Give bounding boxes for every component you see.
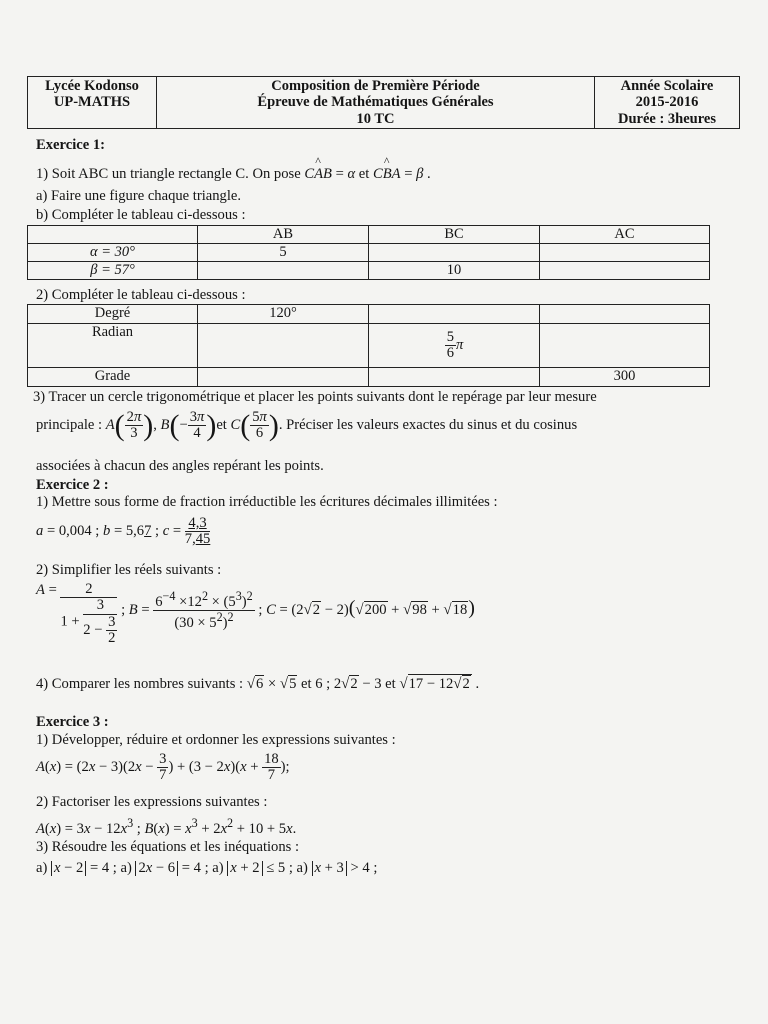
t1-r1c1: 5 [198, 244, 369, 262]
t2-r1c0: Degré [28, 305, 198, 324]
ex3-q2: 2) Factoriser les expressions suivantes : [36, 794, 268, 810]
ex1-q1-b: b) Compléter le tableau ci-dessous : [36, 207, 246, 223]
ex1-q1-text: 1) Soit ABC un triangle rectangle C. On pose [36, 166, 301, 182]
t2-r1c2 [369, 305, 540, 324]
t1-h3: AC [540, 226, 710, 244]
ex1-q3-line1: 3) Tracer un cercle trigonométrique et placer les points suivants dont le repérage par leur mesure [33, 389, 597, 405]
department-name: UP-MATHS [53, 94, 131, 111]
ex3-q3: 3) Résoudre les équations et les inéquations : [36, 839, 300, 855]
t1-h1: AB [198, 226, 369, 244]
exam-title-cell [157, 77, 595, 129]
ex1-q3-line3: associées à chacun des angles repérant les points. [36, 458, 324, 474]
t2-r2c1 [198, 324, 369, 368]
t2-r1c1: 120° [198, 305, 369, 324]
ex2-q1-values: a = 0,004 ; b = 5,67 ; c = $\frac{4,3}{7,45}$ [36, 515, 211, 548]
t1-r2c3 [540, 262, 710, 280]
t1-h2: BC [369, 226, 540, 244]
ex1-q3-line2: principale : A( $\frac{2\pi}{3}$ ), B(− $\frac{3\pi}{4}$ )et C( $\frac{5\pi}{6}$ ). Préciser les valeurs exactes du sinus et du cosinus [36, 408, 578, 442]
ex1-q1-a: a) Faire une figure chaque triangle. [36, 188, 242, 204]
year-cell [595, 77, 740, 129]
t1-h0 [28, 226, 198, 244]
t2-r3c2 [369, 368, 540, 387]
ex2-q2-expressions: A = 2 1 + 3 2 − $\frac{3}{2}$ ; B = $\frac{6^{-4} \times 12^2 \times (5^3)^2}{(30 \times 5^2)^2}$ ; C = (2√2 − 2)(√200 + √98 + √18) [36, 581, 475, 646]
t1-r2c1 [198, 262, 369, 280]
t2-r3c0: Grade [28, 368, 198, 387]
ex2-q4: 4) Comparer les nombres suivants : √6 × √5 et 6 ; 2√2 − 3 et √17 − 12√2 . [36, 676, 480, 692]
t1-r2c2: 10 [369, 262, 540, 280]
t2-r1c3 [540, 305, 710, 324]
exam-title: Composition de Première Période [271, 78, 480, 94]
exam-class: 10 TC [356, 110, 395, 127]
duration: Durée : 3heures [618, 110, 716, 127]
ex2-q4-text: 4) Comparer les nombres suivants : [36, 676, 244, 692]
t1-r2c0: β = 57° [28, 262, 198, 280]
year-value: 2015-2016 [635, 94, 699, 111]
t2-r2c2: $\frac{5}{6}$ π [369, 324, 540, 368]
t1-r1c3 [540, 244, 710, 262]
radian-value: $\frac{5}{6}$ [446, 328, 454, 361]
ex2-q2: 2) Simplifier les réels suivants : [36, 562, 222, 578]
t2-r2c0: Radian [28, 324, 198, 368]
ex3-q1-expression: A(x) = (2x − 3)(2x − $\frac{3}{7}$ ) + (3 − 2x)(x + $\frac{18}{7}$ ); [36, 751, 290, 784]
t2-r3c1 [198, 368, 369, 387]
exercise-3-title: Exercice 3 : [36, 714, 109, 730]
school-name: Lycée Kodonso [45, 78, 139, 94]
ex2-q1: 1) Mettre sous forme de fraction irréductible les écritures décimales illimitées : [36, 494, 498, 510]
ex1-q3-suffix: . Préciser les valeurs exactes du sinus et du cosinus [278, 417, 578, 434]
exercise-1-title: Exercice 1: [36, 137, 106, 153]
t1-r1c2 [369, 244, 540, 262]
angle-units-table [27, 304, 710, 387]
school-cell [28, 77, 157, 129]
ex1-q3-prefix: principale : [36, 417, 103, 434]
sides-table [27, 225, 710, 280]
ex1-q2: 2) Compléter le tableau ci-dessous : [36, 287, 246, 303]
ex3-q3-equations: a) x − 2 = 4 ; a) 2x − 6 = 4 ; a) x + 2 ≤ 5 ; a) x + 3 > 4 ; [36, 860, 378, 876]
exam-subject: Épreuve de Mathématiques Générales [257, 94, 494, 111]
ex3-q2-expressions: $A(x) = 3x - 12x^3$ ; $B(x) = x^3 + 2x^2 + 10 + 5x$. [36, 816, 297, 837]
ex1-q1: 1) Soit ABC un triangle rectangle C. On pose ^ CAB = α et ^ CBA = β . [36, 166, 431, 183]
exercise-2-title: Exercice 2 : [36, 477, 109, 493]
t1-r1c0: α = 30° [28, 244, 198, 262]
ex3-q1: 1) Développer, réduire et ordonner les expressions suivantes : [36, 732, 396, 748]
t2-r3c3: 300 [540, 368, 710, 387]
year-label: Année Scolaire [620, 78, 714, 94]
header-table [27, 76, 740, 129]
t2-r2c3 [540, 324, 710, 368]
